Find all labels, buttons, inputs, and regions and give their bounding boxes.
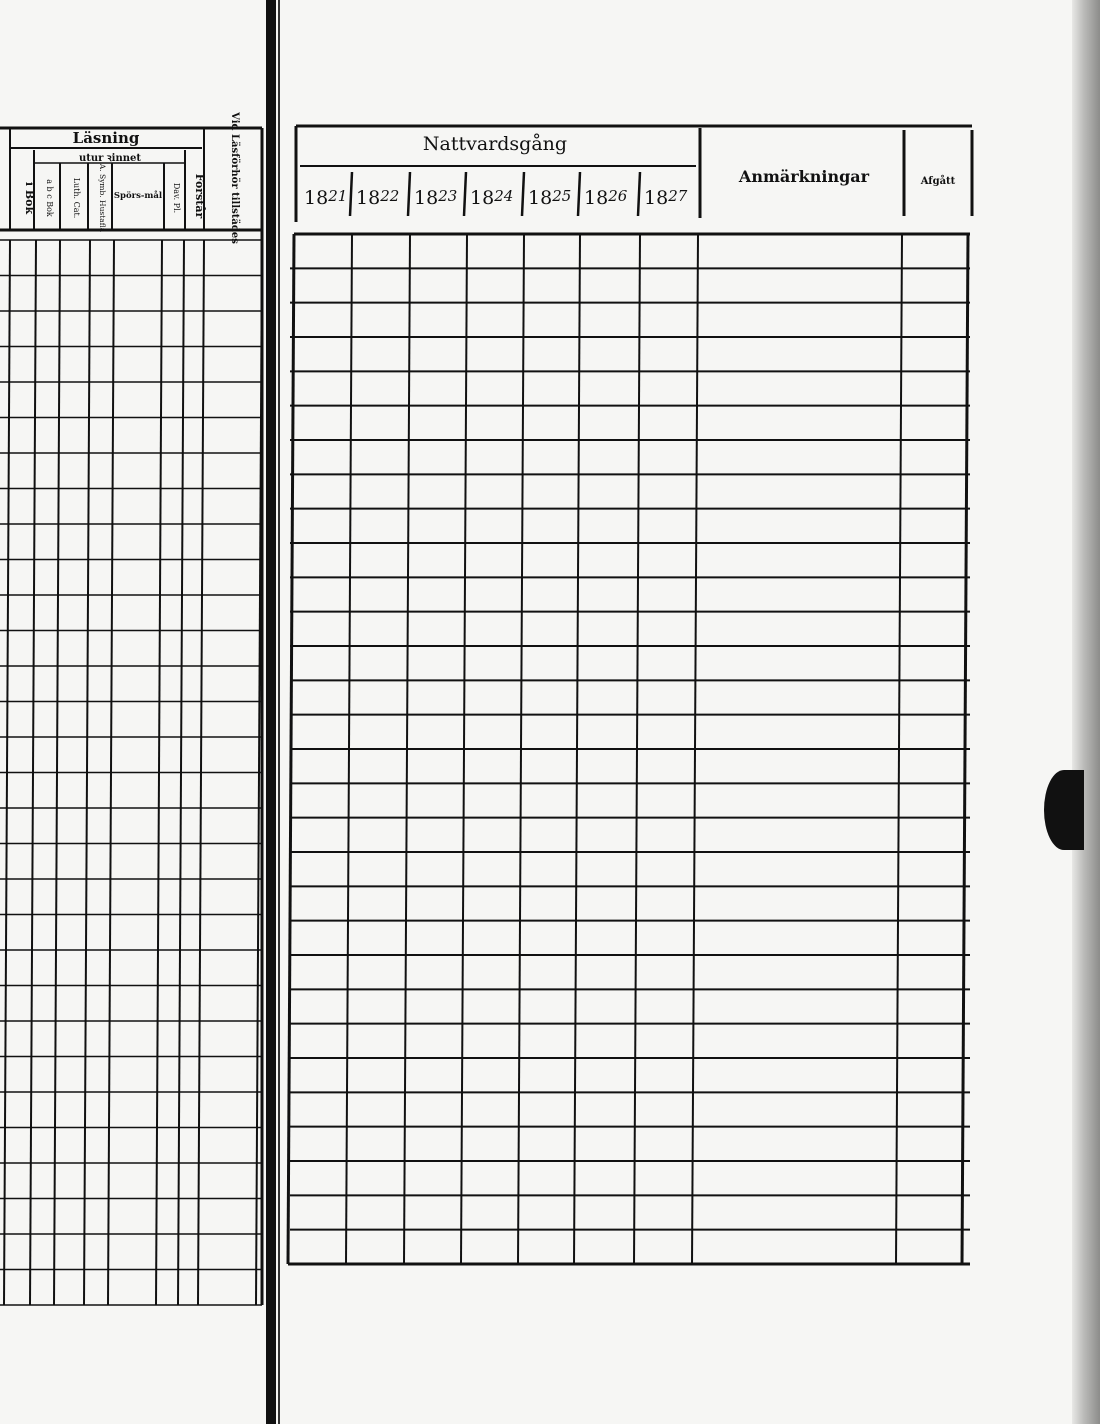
col-lasforhor: Vid Läsförhör tillstädes [229,112,240,244]
col-dav-pl: Dav. Pl. [172,182,181,214]
year-printed-prefix: 18 [584,187,609,209]
right-page-header [296,126,972,222]
year-printed-prefix: 18 [414,187,439,209]
lasning-header: Läsning [72,129,140,147]
col-luth-cat: Luth. Cat. [72,177,81,219]
col-i-bok: i Bok [23,181,36,215]
year-divider [350,172,352,216]
year-handwritten-suffix: 25 [552,187,572,205]
year-divider [638,172,640,216]
year-divider [522,172,524,216]
year-2-header [356,187,399,209]
year-divider [464,172,466,216]
year-printed-prefix: 18 [528,187,553,209]
col-abc-bok: a b c Bok [45,179,54,217]
year-handwritten-suffix: 21 [328,187,348,205]
left-page-header [0,111,262,1305]
year-divider [408,172,410,216]
left-page-grid [0,240,262,1305]
col-forstar: Förstår [193,173,206,219]
year-printed-prefix: 18 [304,187,329,209]
year-5-header [528,187,571,209]
anmarkningar-header: Anmärkningar [738,167,870,186]
year-4-header [470,187,513,209]
year-6-header [584,187,628,209]
utur-sinnet-header: utur ꝛinnet [79,153,141,164]
year-handwritten-suffix: 22 [380,187,400,205]
year-divider [578,172,580,216]
right-page-grid [288,234,970,1264]
year-handwritten-suffix: 23 [438,187,458,205]
year-handwritten-suffix: 26 [608,187,628,205]
year-headers [304,172,688,216]
col-symb-hustafla: A. Symb. Hustafla [98,163,107,233]
year-printed-prefix: 18 [356,187,381,209]
year-7-header [644,187,688,209]
afgatt-header: Afgått [920,176,956,187]
year-handwritten-suffix: 24 [494,187,514,205]
nattvardsgang-header: Nattvardsgång [422,133,568,155]
year-1-header [304,187,347,209]
year-3-header [414,187,457,209]
year-handwritten-suffix: 27 [668,187,688,205]
year-printed-prefix: 18 [470,187,495,209]
col-sporsmal: Spörs-mål [113,191,163,201]
year-printed-prefix: 18 [644,187,669,209]
